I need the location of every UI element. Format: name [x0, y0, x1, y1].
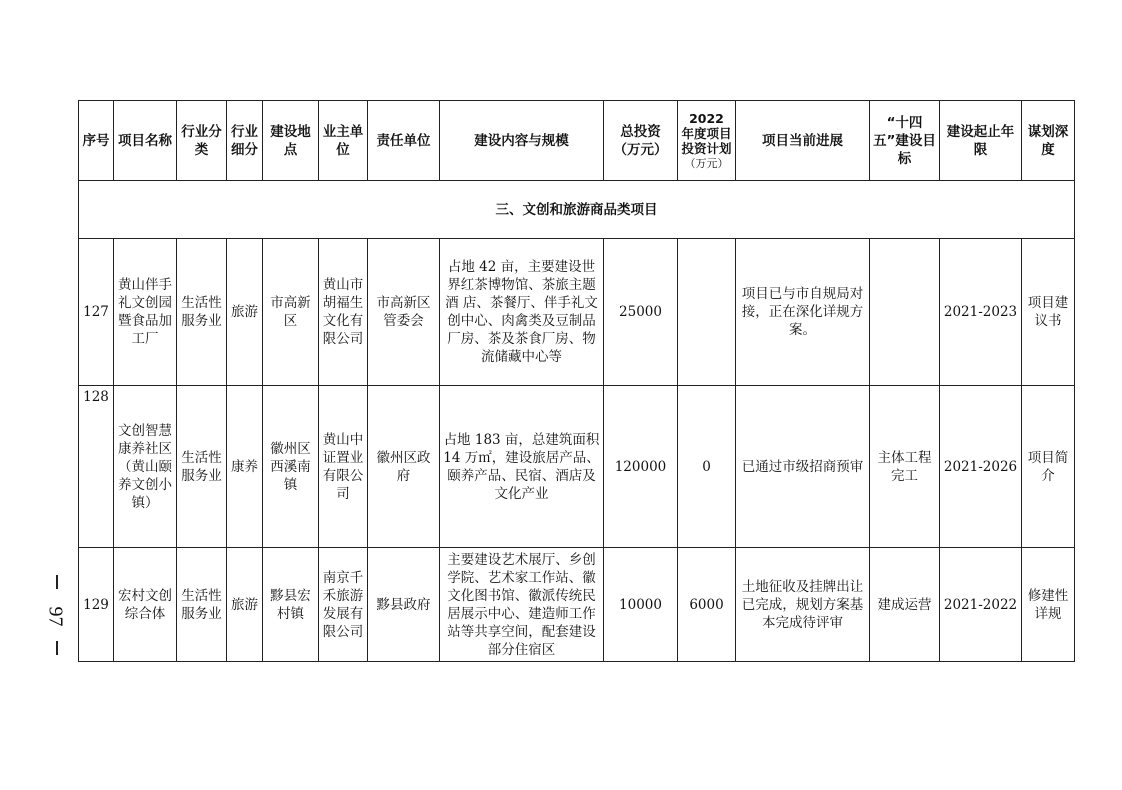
header-plan-label: 年度项目投资计划 — [681, 125, 732, 156]
header-plan-year: 2022 — [689, 110, 724, 126]
cell-goal: 主体工程完工 — [870, 386, 940, 548]
header-owner: 业主单位 — [319, 101, 368, 181]
cell-owner: 黄山中证置业有限公司 — [319, 386, 368, 548]
header-row — [79, 101, 1075, 181]
cell-depth: 项目建议书 — [1022, 239, 1075, 386]
project-table — [78, 100, 1075, 662]
cell-owner: 黄山市胡福生文化有限公司 — [319, 239, 368, 386]
cell-name: 黄山伴手礼文创园暨食品加工厂 — [114, 239, 177, 386]
cell-depth: 项目简介 — [1022, 386, 1075, 548]
page-number-marker — [42, 575, 72, 655]
header-responsible: 责任单位 — [368, 101, 440, 181]
cell-industry-detail: 康养 — [227, 386, 263, 548]
page-number: 97 — [44, 606, 67, 627]
cell-progress: 项目已与市自规局对接，正在深化详规方案。 — [736, 239, 870, 386]
cell-industry: 生活性服务业 — [177, 239, 227, 386]
header-goal: “十四五”建设目标 — [870, 101, 940, 181]
header-location: 建设地点 — [263, 101, 319, 181]
page-number-dash-bottom — [56, 641, 58, 655]
cell-content: 占地 183 亩，总建筑面积 14 万㎡，建设旅居产品、颐养产品、民宿、酒店及文化产业 — [440, 386, 604, 548]
header-progress: 项目当前进展 — [736, 101, 870, 181]
page-number-dash-top — [56, 575, 58, 589]
cell-plan-2022 — [678, 239, 736, 386]
cell-name: 文创智慧康养社区（黄山颐养文创小镇） — [114, 386, 177, 548]
cell-total-investment: 25000 — [604, 239, 678, 386]
header-content: 建设内容与规模 — [440, 101, 604, 181]
cell-responsible: 黟县政府 — [368, 548, 440, 662]
cell-responsible: 市高新区管委会 — [368, 239, 440, 386]
cell-responsible: 徽州区政府 — [368, 386, 440, 548]
table-row — [79, 239, 1075, 386]
cell-period: 2021-2022 — [940, 548, 1022, 662]
cell-total-investment: 120000 — [604, 386, 678, 548]
header-depth: 谋划深度 — [1022, 101, 1075, 181]
cell-total-investment: 10000 — [604, 548, 678, 662]
cell-content: 主要建设艺术展厅、乡创学院、艺术家工作站、徽文化图书馆、徽派传统民居展示中心、建造师工作站等共享空间，配套建设部分住宿区 — [440, 548, 604, 662]
cell-industry: 生活性服务业 — [177, 548, 227, 662]
cell-industry: 生活性服务业 — [177, 386, 227, 548]
cell-seq: 127 — [79, 239, 114, 386]
cell-goal — [870, 239, 940, 386]
header-plan-unit: （万元） — [684, 156, 729, 170]
cell-plan-2022: 6000 — [678, 548, 736, 662]
cell-depth: 修建性详规 — [1022, 548, 1075, 662]
cell-period: 2021-2023 — [940, 239, 1022, 386]
cell-seq: 128 — [79, 386, 114, 548]
cell-location: 徽州区西溪南镇 — [263, 386, 319, 548]
cell-name: 宏村文创综合体 — [114, 548, 177, 662]
cell-seq: 129 — [79, 548, 114, 662]
table-row — [79, 386, 1075, 548]
cell-progress: 已通过市级招商预审 — [736, 386, 870, 548]
cell-period: 2021-2026 — [940, 386, 1022, 548]
cell-industry-detail: 旅游 — [227, 239, 263, 386]
cell-goal: 建成运营 — [870, 548, 940, 662]
header-name: 项目名称 — [114, 101, 177, 181]
cell-content: 占地 42 亩，主要建设世界红茶博物馆、茶旅主题酒 店、茶餐厅、伴手礼文创中心、肉禽类及豆制品厂房、茶及茶食厂房、物流储藏中心等 — [440, 239, 604, 386]
cell-location: 市高新区 — [263, 239, 319, 386]
cell-location: 黟县宏村镇 — [263, 548, 319, 662]
header-seq: 序号 — [79, 101, 114, 181]
header-industry: 行业分类 — [177, 101, 227, 181]
cell-plan-2022: 0 — [678, 386, 736, 548]
section-row — [79, 181, 1075, 239]
table-row — [79, 548, 1075, 662]
cell-progress: 土地征收及挂牌出让已完成，规划方案基本完成待评审 — [736, 548, 870, 662]
header-total-investment: 总投资（万元） — [604, 101, 678, 181]
header-plan-2022 — [678, 101, 736, 181]
header-period: 建设起止年限 — [940, 101, 1022, 181]
section-title: 三、文创和旅游商品类项目 — [79, 181, 1075, 239]
header-industry-detail: 行业细分 — [227, 101, 263, 181]
cell-owner: 南京千禾旅游发展有限公司 — [319, 548, 368, 662]
cell-industry-detail: 旅游 — [227, 548, 263, 662]
